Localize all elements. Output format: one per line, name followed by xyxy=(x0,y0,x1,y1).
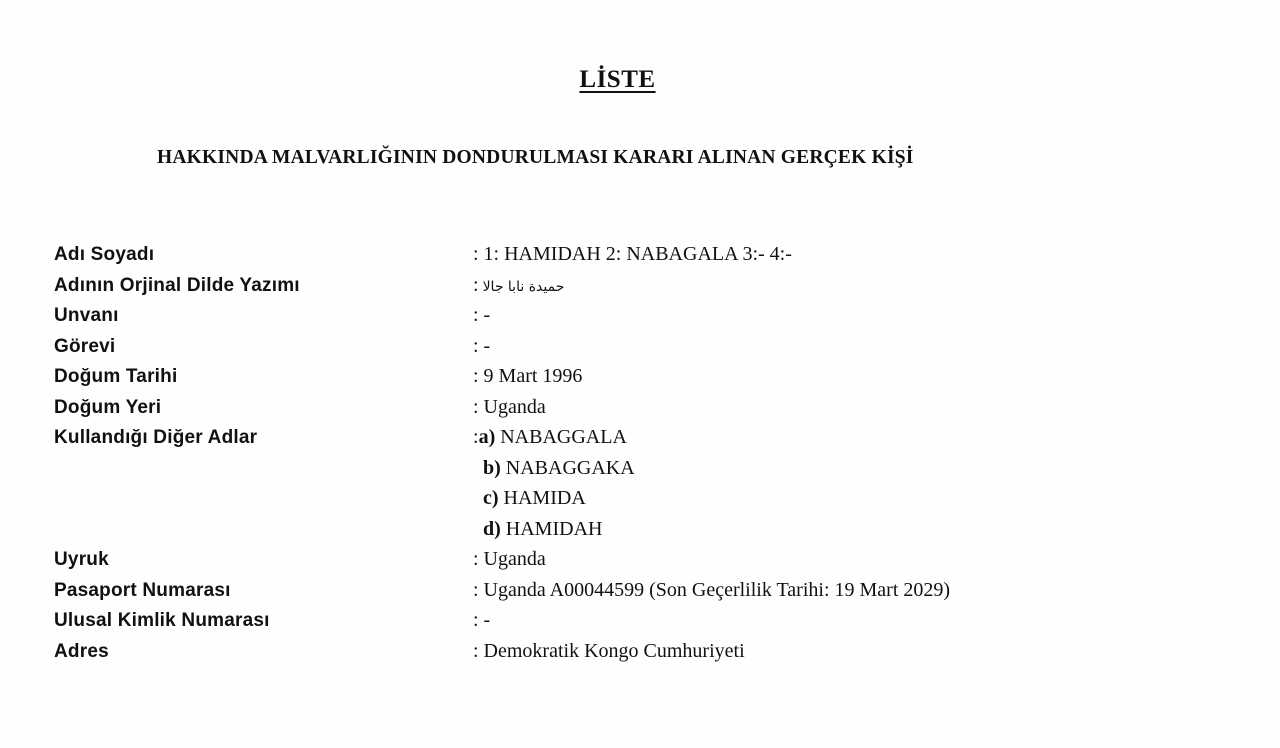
original-script-name-label: Adının Orjinal Dilde Yazımı xyxy=(54,274,300,296)
aliases-label: Kullandığı Diğer Adlar xyxy=(54,427,258,448)
row-alias-b xyxy=(0,454,1280,485)
title-label: Unvanı xyxy=(54,305,119,326)
alias-item xyxy=(473,426,627,449)
original-script-name-value: حميدة نابا جالا xyxy=(482,278,565,295)
full-name-label: Adı Soyadı xyxy=(54,244,155,265)
national-id-label: Ulusal Kimlik Numarası xyxy=(54,610,270,631)
original-script-name-value-wrap xyxy=(473,274,564,297)
position-label: Görevi xyxy=(54,335,116,357)
alias-item xyxy=(473,518,602,541)
original-script-name-separator: : xyxy=(473,273,479,296)
alias-name: HAMIDAH xyxy=(500,517,603,540)
document-subtitle: HAKKINDA MALVARLIĞININ DONDURULMASI KARARI ALINAN GERÇEK KİŞİ xyxy=(157,147,914,168)
alias-prefix: a) xyxy=(478,426,496,448)
address-value: : Demokratik Kongo Cumhuriyeti xyxy=(473,639,745,662)
row-birth-date xyxy=(0,362,1280,393)
alias-name: HAMIDA xyxy=(498,487,586,509)
passport-label: Pasaport Numarası xyxy=(54,579,231,601)
birth-date-value: : 9 Mart 1996 xyxy=(473,365,583,387)
row-alias-d xyxy=(0,515,1280,546)
row-title xyxy=(0,301,1280,332)
full-name-value: : 1: HAMIDAH 2: NABAGALA 3:- 4:- xyxy=(473,243,792,265)
person-details xyxy=(0,240,1280,667)
alias-name: NABAGGALA xyxy=(495,426,627,448)
row-position xyxy=(0,332,1280,363)
alias-prefix: c) xyxy=(483,487,499,509)
birth-date-label: Doğum Tarihi xyxy=(54,366,178,387)
alias-item xyxy=(473,457,635,480)
row-nationality xyxy=(0,545,1280,576)
alias-prefix: d) xyxy=(483,517,501,540)
alias-name: NABAGGAKA xyxy=(500,456,635,479)
row-birth-place xyxy=(0,393,1280,424)
national-id-value: : - xyxy=(473,609,491,631)
row-aliases xyxy=(0,423,1280,454)
birth-place-label: Doğum Yeri xyxy=(54,396,162,418)
passport-value: : Uganda A00044599 (Son Geçerlilik Tarihi: 19 Mart 2029) xyxy=(473,578,951,601)
position-value: : - xyxy=(473,334,491,357)
nationality-label: Uyruk xyxy=(54,549,109,570)
aliases-separator: : xyxy=(473,426,479,448)
document-title: LİSTE xyxy=(579,66,656,93)
address-label: Adres xyxy=(54,640,109,662)
row-alias-c xyxy=(0,484,1280,515)
row-national-id xyxy=(0,606,1280,637)
row-full-name xyxy=(0,240,1280,271)
nationality-value: : Uganda xyxy=(473,548,546,570)
alias-item xyxy=(473,487,586,510)
birth-place-value: : Uganda xyxy=(473,395,546,418)
alias-prefix: b) xyxy=(483,456,501,479)
row-passport xyxy=(0,576,1280,607)
row-original-script-name xyxy=(0,271,1280,302)
title-value: : - xyxy=(473,304,491,326)
row-address xyxy=(0,637,1280,668)
